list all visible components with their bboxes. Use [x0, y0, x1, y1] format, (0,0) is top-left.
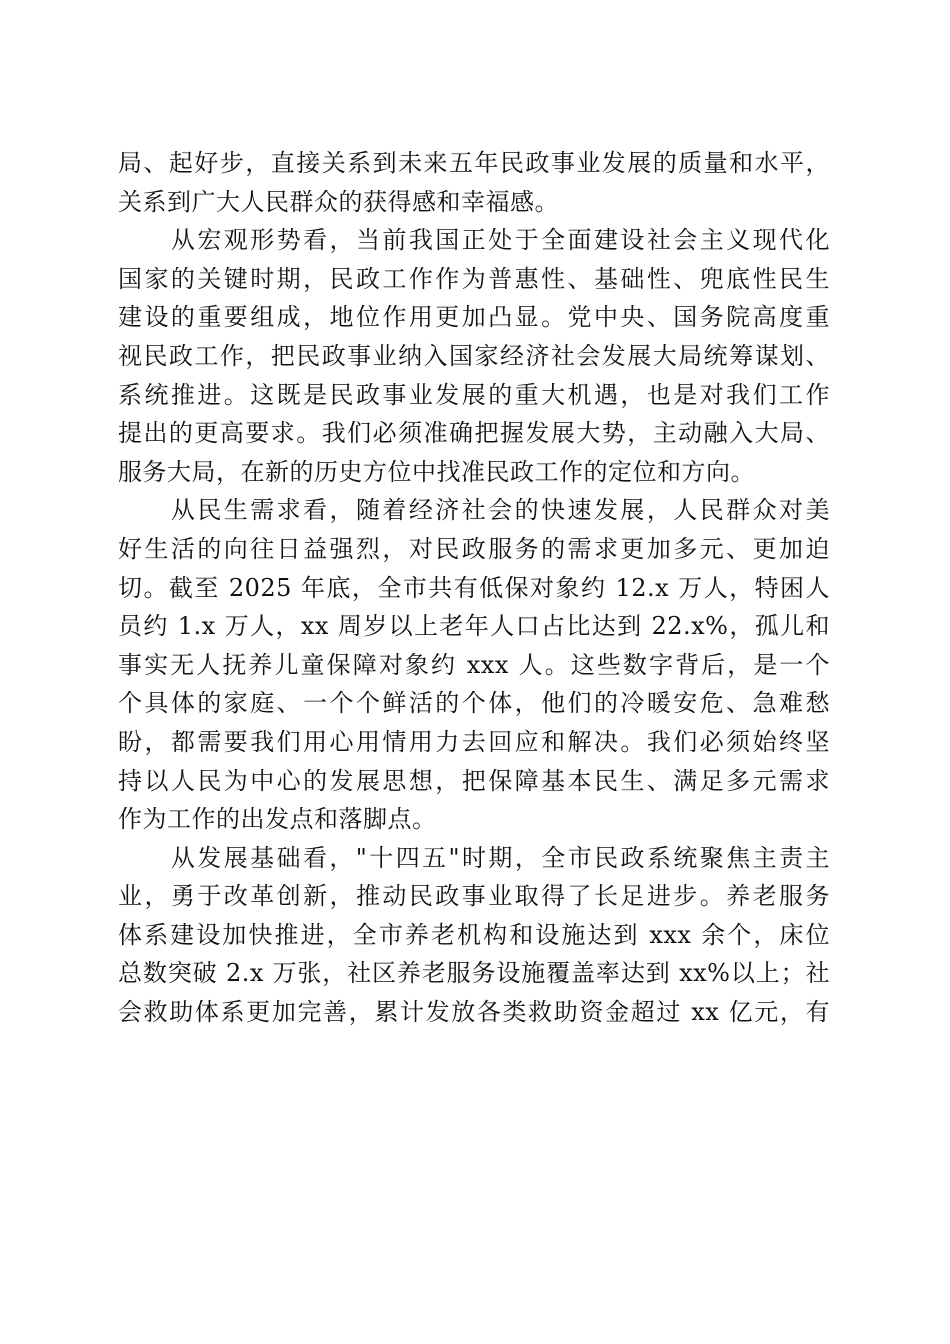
text-line: 盼，都需要我们用心用情用力去回应和解决。我们必须始终坚: [118, 727, 830, 756]
text-line: 作为工作的出发点和落脚点。: [118, 805, 437, 834]
text-line: 好生活的向往日益强烈，对民政服务的需求更加多元、更加迫: [118, 534, 830, 563]
text-line: 视民政工作，把民政事业纳入国家经济社会发展大局统筹谋划、: [118, 341, 830, 370]
paragraph-livelihood-needs: [118, 491, 830, 838]
paragraph-macro-situation: [118, 221, 830, 491]
text-line: 员约 1.x 万人，xx 周岁以上老年人口占比达到 22.x%，孤儿和: [118, 612, 830, 641]
text-line: 局、起好步，直接关系到未来五年民政事业发展的质量和水平，: [118, 149, 830, 177]
text-line: 提出的更高要求。我们必须准确把握发展大势，主动融入大局、: [118, 419, 830, 448]
text-line: 从宏观形势看，当前我国正处于全面建设社会主义现代化: [118, 226, 830, 255]
text-line: 从民生需求看，随着经济社会的快速发展，人民群众对美: [118, 496, 830, 525]
text-line: 从发展基础看，"十四五"时期，全市民政系统聚焦主责主: [118, 843, 830, 872]
text-line: 建设的重要组成，地位作用更加凸显。党中央、国务院高度重: [118, 303, 830, 332]
text-line: 业，勇于改革创新，推动民政事业取得了长足进步。养老服务: [118, 882, 830, 911]
text-line: 持以人民为中心的发展思想，把保障基本民生、满足多元需求: [118, 766, 830, 795]
paragraph-development-foundation: [118, 839, 830, 1032]
document-body: [118, 144, 830, 1032]
paragraph-continuation: [118, 144, 830, 221]
text-line: 系统推进。这既是民政事业发展的重大机遇，也是对我们工作: [118, 380, 830, 409]
text-line: 个具体的家庭、一个个鲜活的个体，他们的冷暖安危、急难愁: [118, 689, 830, 718]
text-line: 关系到广大人民群众的获得感和幸福感。: [118, 187, 559, 216]
text-line: 切。截至 2025 年底，全市共有低保对象约 12.x 万人，特困人: [118, 573, 830, 602]
text-line: 会救助体系更加完善，累计发放各类救助资金超过 xx 亿元，有: [118, 998, 830, 1027]
text-line: 体系建设加快推进，全市养老机构和设施达到 xxx 余个，床位: [118, 920, 830, 949]
text-line: 服务大局，在新的历史方位中找准民政工作的定位和方向。: [118, 457, 755, 486]
text-line: 事实无人抚养儿童保障对象约 xxx 人。这些数字背后，是一个: [118, 650, 830, 679]
text-line: 国家的关键时期，民政工作作为普惠性、基础性、兜底性民生: [118, 264, 830, 293]
text-line: 总数突破 2.x 万张，社区养老服务设施覆盖率达到 xx%以上；社: [118, 959, 830, 988]
